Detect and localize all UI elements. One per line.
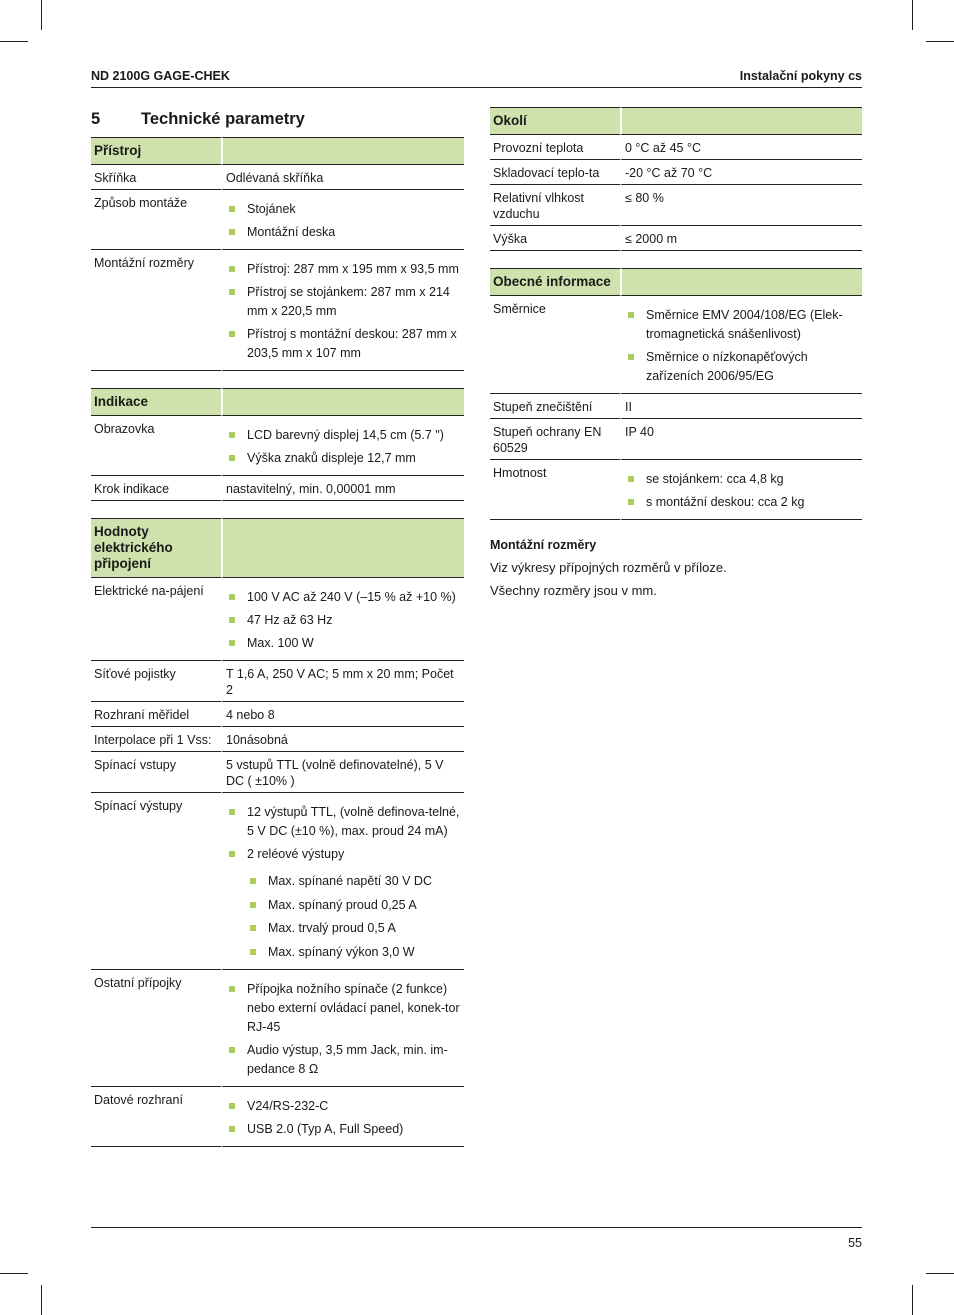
table-header-blank [221,137,464,165]
left-column [91,104,464,1147]
bullet-list [226,583,461,653]
spec-row [91,250,464,371]
spec-row [91,416,464,476]
spec-row [490,394,862,419]
spec-value [221,1087,464,1147]
bullet-item: Směrnice EMV 2004/108/EG (Elek-tromagnetická snášenlivost) [625,306,859,344]
bullet-item: Stojánek [226,200,461,219]
bullet-item: Max. 100 W [226,634,461,653]
spec-row [490,296,862,394]
spec-value: -20 °C až 70 °C [620,160,862,185]
spec-key: Skladovací teplo-ta [490,160,620,185]
spec-key: Rozhraní měřidel [91,702,221,727]
spec-value: ≤ 80 % [620,185,862,226]
table-title: Indikace [91,388,221,416]
spec-value [620,296,862,394]
spec-key: Stupeň znečištění [490,394,620,419]
spec-row [91,793,464,970]
page-number: 55 [848,1236,862,1250]
spec-key: Hmotnost [490,460,620,520]
bullet-item: Přístroj s montážní deskou: 287 mm x 203,5 mm x 107 mm [226,325,461,363]
sub-bullet-item: Max. spínaný výkon 3,0 W [247,943,461,962]
table-title: Přístroj [91,137,221,165]
crop-mark [0,1273,28,1274]
spec-key: Směrnice [490,296,620,394]
table-title: Obecné informace [490,268,620,296]
spec-value [221,416,464,476]
spec-key: Výška [490,226,620,251]
spec-tables-left [91,137,464,1147]
spec-value: IP 40 [620,419,862,460]
bullet-item: 2 reléové výstupy [226,845,461,864]
crop-mark [0,41,28,42]
sub-bullet-list [226,868,461,962]
bullet-item: V24/RS-232-C [226,1097,461,1116]
header-doc-title: Instalační pokyny cs [739,69,862,83]
mounting-text: Všechny rozměry jsou v mm. [490,583,657,598]
spec-value: T 1,6 A, 250 V AC; 5 mm x 20 mm; Počet 2 [221,661,464,702]
table-header-blank [221,388,464,416]
spec-key: Síťové pojistky [91,661,221,702]
spec-row [91,165,464,190]
bullet-list [226,798,461,864]
section-heading [91,104,464,134]
mounting-text: Viz výkresy přípojných rozměrů v příloze. [490,560,727,575]
bullet-item: Přístroj: 287 mm x 195 mm x 93,5 mm [226,260,461,279]
table-spacer [91,501,464,518]
crop-mark [41,0,42,30]
spec-key: Interpolace při 1 Vss: [91,727,221,752]
table-title: Hodnoty elektrického připojení [91,518,221,578]
bullet-item: LCD barevný displej 14,5 cm (5.7 ") [226,426,461,445]
spec-key: Stupeň ochrany EN 60529 [490,419,620,460]
spec-key: Skříňka [91,165,221,190]
bullet-item: 47 Hz až 63 Hz [226,611,461,630]
right-column [490,107,862,600]
spec-row [91,702,464,727]
mounting-title: Montážní rozměry [490,538,597,552]
crop-mark [926,41,954,42]
spec-value [620,460,862,520]
spec-row [91,578,464,661]
spec-row [91,661,464,702]
spec-row [91,190,464,250]
section-title: Technické parametry [141,109,305,128]
spec-key: Ostatní přípojky [91,970,221,1087]
spec-value [221,190,464,250]
spec-value: 5 vstupů TTL (volně definovatelné), 5 V DC ( ±10% ) [221,752,464,793]
spec-value [221,250,464,371]
spec-key: Relativní vlhkost vzduchu [490,185,620,226]
bullet-item: 12 výstupů TTL, (volně definova-telné, 5 V DC (±10 %), max. proud 24 mA) [226,803,461,841]
spec-key: Spínací výstupy [91,793,221,970]
table-header-blank [620,107,862,135]
table-title: Okolí [490,107,620,135]
bullet-item: Směrnice o nízkonapěťových zařízeních 2006/95/EG [625,348,859,386]
bullet-list [226,975,461,1079]
spec-value: nastavitelný, min. 0,00001 mm [221,476,464,501]
spec-row [91,970,464,1087]
crop-mark [912,0,913,30]
spec-value: Odlévaná skříňka [221,165,464,190]
spec-row [91,476,464,501]
crop-mark [41,1285,42,1315]
spec-key: Způsob montáže [91,190,221,250]
spec-table [490,268,862,520]
spec-table [91,137,464,371]
table-header-row [490,268,862,296]
bullet-item: Výška znaků displeje 12,7 mm [226,449,461,468]
table-header-blank [620,268,862,296]
table-header-blank [221,518,464,578]
table-header-row [91,518,464,578]
table-header-row [91,137,464,165]
spec-row [91,1087,464,1147]
bullet-item: se stojánkem: cca 4,8 kg [625,470,859,489]
crop-mark [926,1273,954,1274]
spec-tables-right [490,107,862,520]
section-number: 5 [91,109,101,128]
crop-mark [912,1285,913,1315]
bullet-item: Audio výstup, 3,5 mm Jack, min. im-pedance 8 Ω [226,1041,461,1079]
spec-key: Obrazovka [91,416,221,476]
bullet-list [226,421,461,468]
spec-row [490,460,862,520]
spec-value [221,578,464,661]
sub-bullet-item: Max. spínané napětí 30 V DC [247,872,461,891]
table-spacer [490,251,862,268]
spec-row [91,727,464,752]
spec-key: Montážní rozměry [91,250,221,371]
sub-bullet-item: Max. trvalý proud 0,5 A [247,919,461,938]
table-spacer [91,371,464,388]
page-footer [91,1227,862,1250]
bullet-item: Přístroj se stojánkem: 287 mm x 214 mm x 220,5 mm [226,283,461,321]
spec-row [91,752,464,793]
bullet-list [226,255,461,363]
bullet-item: USB 2.0 (Typ A, Full Speed) [226,1120,461,1139]
spec-value: 10násobná [221,727,464,752]
spec-key: Elektrické na-pájení [91,578,221,661]
bullet-list [625,465,859,512]
spec-key: Datové rozhraní [91,1087,221,1147]
spec-row [490,226,862,251]
bullet-list [226,195,461,242]
spec-table [490,107,862,251]
spec-value [221,970,464,1087]
bullet-item: Montážní deska [226,223,461,242]
page-header [91,69,862,88]
spec-value: 0 °C až 45 °C [620,135,862,160]
bullet-list [625,301,859,386]
spec-value [221,793,464,970]
spec-value: II [620,394,862,419]
spec-key: Spínací vstupy [91,752,221,793]
spec-key: Provozní teplota [490,135,620,160]
bullet-list [226,1092,461,1139]
spec-value: 4 nebo 8 [221,702,464,727]
spec-table [91,388,464,501]
header-product: ND 2100G GAGE-CHEK [91,69,230,83]
bullet-item: s montážní deskou: cca 2 kg [625,493,859,512]
spec-row [490,185,862,226]
spec-row [490,419,862,460]
spec-table [91,518,464,1147]
bullet-item: Přípojka nožního spínače (2 funkce) nebo externí ovládací panel, konek-tor RJ-45 [226,980,461,1037]
sub-bullet-item: Max. spínaný proud 0,25 A [247,896,461,915]
table-header-row [490,107,862,135]
table-header-row [91,388,464,416]
spec-value: ≤ 2000 m [620,226,862,251]
spec-key: Krok indikace [91,476,221,501]
bullet-item: 100 V AC až 240 V (–15 % až +10 %) [226,588,461,607]
spec-row [490,135,862,160]
spec-row [490,160,862,185]
